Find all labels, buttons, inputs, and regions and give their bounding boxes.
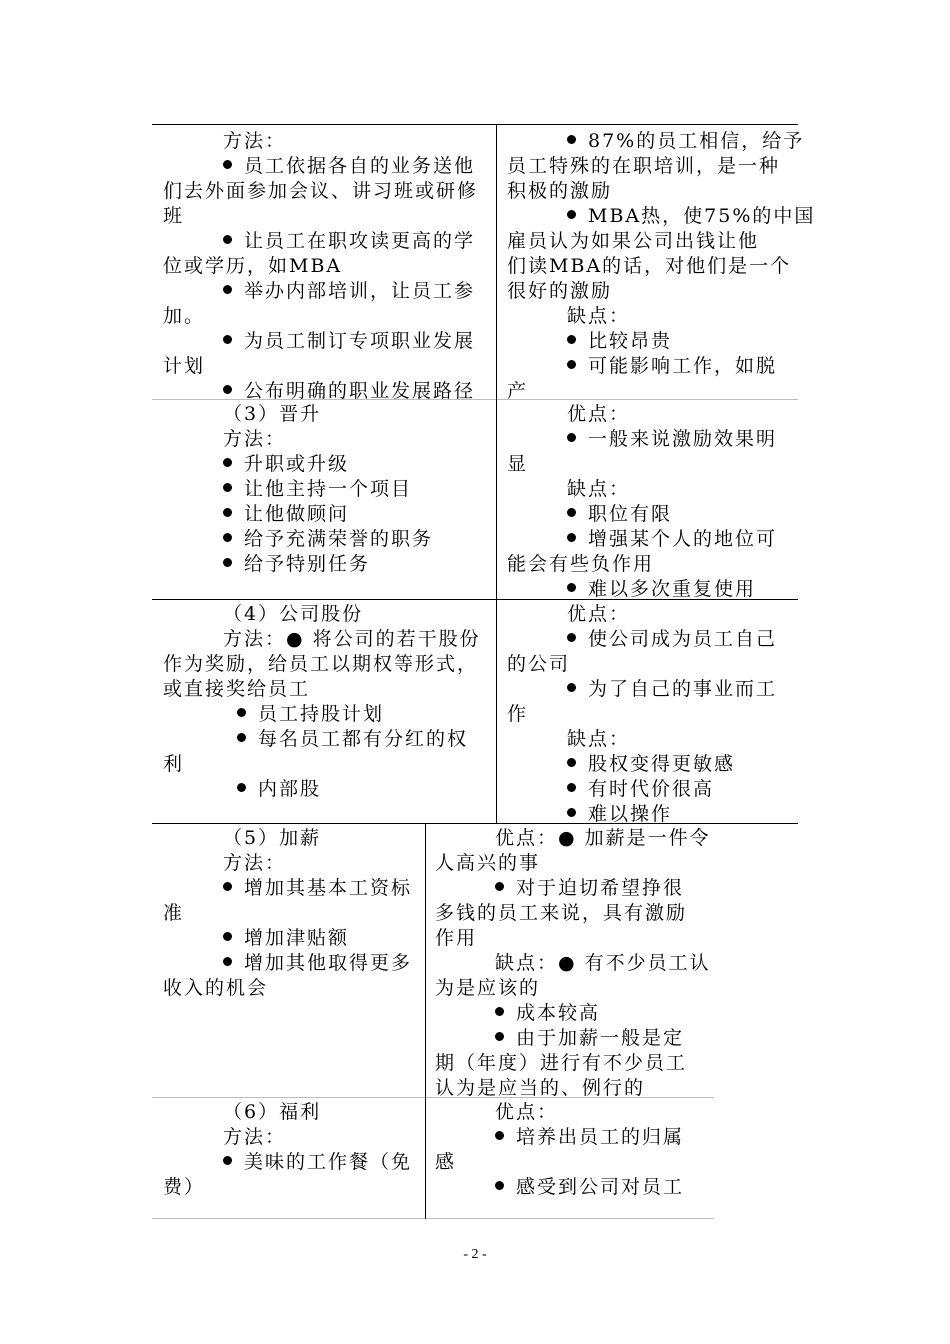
text-line: 产 — [507, 380, 529, 402]
text-line: 感 — [435, 1151, 457, 1173]
section-heading: （4）公司股份 — [223, 603, 364, 625]
bullet-icon — [495, 1181, 504, 1190]
text-line: 收入的机会 — [163, 977, 269, 999]
column-divider-lower — [425, 823, 426, 1219]
section-heading: （3）晋升 — [223, 403, 322, 425]
bullet-icon — [567, 633, 576, 642]
text-line: 方法： — [223, 1126, 287, 1148]
text-line: 优点： — [567, 403, 631, 425]
bullet-line: 使公司成为员工自己 — [507, 627, 792, 652]
bullet-line: 给予充满荣誉的职务 — [163, 527, 491, 552]
bullet-icon — [223, 160, 232, 169]
bullet-line: 给予特别任务 — [163, 552, 491, 577]
row-1-right-cell — [507, 129, 816, 404]
bullet-line: 每名员工都有分红的权 — [163, 727, 491, 752]
text-line: 方法： — [223, 428, 287, 450]
text-line: 优点： — [495, 1101, 559, 1123]
bullet-line: 让员工在职攻读更高的学 — [163, 229, 491, 254]
text-line: 多钱的员工来说，具有激励 — [435, 902, 688, 924]
text-line: 能会有些负作用 — [507, 553, 655, 575]
bullet-line: 美味的工作餐（免 — [163, 1150, 420, 1175]
bullet-icon — [567, 783, 576, 792]
bullet-line: 为了自己的事业而工 — [507, 677, 792, 702]
bullet-line: 有时代价很高 — [507, 777, 792, 802]
row-3-right-cell — [507, 602, 792, 827]
bullet-line: 培养出员工的归属 — [435, 1125, 710, 1150]
row-1-left-cell — [163, 129, 491, 404]
bullet-icon — [567, 508, 576, 517]
bullet-icon — [223, 335, 232, 344]
text-line: 们读MBA的话，对他们是一个 — [507, 255, 792, 277]
text-line: 方法： — [223, 852, 287, 874]
bullet-icon — [567, 533, 576, 542]
bullet-icon — [237, 733, 246, 742]
text-line: 费） — [163, 1176, 206, 1198]
section-heading: （6）福利 — [223, 1101, 322, 1123]
text-line: 作用 — [435, 927, 478, 949]
bullet-icon — [223, 235, 232, 244]
text-line: 雇员认为如果公司出钱让他 — [507, 230, 760, 252]
bullet-icon — [567, 808, 576, 817]
bullet-icon — [567, 360, 576, 369]
text-line: 加。 — [163, 305, 206, 327]
row-5-right-cell — [435, 1100, 710, 1200]
bullet-icon — [567, 433, 576, 442]
text-line: 计划 — [163, 355, 206, 377]
bullet-line: 对于迫切希望挣很 — [435, 876, 710, 901]
bullet-icon — [495, 1131, 504, 1140]
text-line: 为是应该的 — [435, 977, 541, 999]
text-line: 作 — [507, 703, 529, 725]
row-3-left-cell — [163, 602, 491, 802]
text-line: 优点： — [567, 603, 631, 625]
column-divider-upper — [496, 124, 497, 823]
bullet-icon — [567, 683, 576, 692]
bullet-icon — [223, 558, 232, 567]
bullet-icon — [495, 882, 504, 891]
bullet-line: 增加其他取得更多 — [163, 951, 420, 976]
text-line: 期（年度）进行有不少员工 — [435, 1052, 688, 1074]
bullet-icon — [223, 285, 232, 294]
bullet-line: 让他主持一个项目 — [163, 477, 491, 502]
bullet-line: 一般来说激励效果明 — [507, 427, 792, 452]
text-line: 员工特殊的在职培训，是一种 — [507, 155, 781, 177]
bullet-line: 87%的员工相信，给予 — [507, 129, 792, 154]
bullet-icon — [223, 882, 232, 891]
bullet-line: 公布明确的职业发展路径 — [163, 379, 491, 404]
bullet-icon — [495, 1032, 504, 1041]
text-line: 显 — [507, 453, 529, 475]
bullet-line: 难以多次重复使用 — [507, 577, 792, 602]
bullet-icon — [223, 458, 232, 467]
bullet-icon — [223, 1156, 232, 1165]
row-2-left-cell — [163, 402, 491, 577]
bullet-line: 员工依据各自的业务送他 — [163, 154, 491, 179]
bullet-line: 职位有限 — [507, 502, 792, 527]
text-line: 方法：● 将公司的若干股份 — [223, 628, 481, 650]
bullet-icon — [567, 335, 576, 344]
text-line: 缺点： — [567, 728, 631, 750]
text-line: 的公司 — [507, 653, 571, 675]
bullet-line: 让他做顾问 — [163, 502, 491, 527]
bullet-line: 举办内部培训，让员工参 — [163, 279, 491, 304]
bullet-line: 难以操作 — [507, 802, 792, 827]
bullet-line: 增强某个人的地位可 — [507, 527, 792, 552]
bullet-icon — [495, 1007, 504, 1016]
bullet-icon — [223, 957, 232, 966]
table-top-rule — [152, 124, 798, 125]
bullet-icon — [567, 210, 576, 219]
text-line: 缺点： — [567, 478, 631, 500]
row-4-left-cell — [163, 826, 420, 1001]
section-heading: （5）加薪 — [223, 827, 322, 849]
bullet-line: MBA热，使75%的中国 — [507, 204, 792, 229]
text-line: 缺点： — [567, 305, 631, 327]
bullet-line: 员工持股计划 — [163, 702, 491, 727]
text-line: 位或学历，如MBA — [163, 255, 343, 277]
bullet-icon — [223, 385, 232, 394]
text-line: 认为是应当的、例行的 — [435, 1077, 646, 1099]
bullet-icon — [567, 135, 576, 144]
bullet-line: 成本较高 — [435, 1001, 710, 1026]
bullet-line: 感受到公司对员工 — [435, 1175, 710, 1200]
bullet-line: 增加津贴额 — [163, 926, 420, 951]
bullet-icon — [223, 508, 232, 517]
bullet-line: 股权变得更敏感 — [507, 752, 792, 777]
text-line: 缺点：● 有不少员工认 — [495, 952, 711, 974]
bullet-icon — [567, 583, 576, 592]
bullet-icon — [237, 708, 246, 717]
bullet-icon — [567, 758, 576, 767]
row-5-left-cell — [163, 1100, 420, 1200]
text-line: 利 — [163, 753, 185, 775]
page-number: - 2 - — [463, 1247, 487, 1262]
text-line: 优点：● 加薪是一件令 — [495, 827, 711, 849]
text-line: 积极的激励 — [507, 180, 613, 202]
text-line: 很好的激励 — [507, 280, 613, 302]
text-line: 们去外面参加会议、讲习班或研修 — [163, 180, 479, 202]
bullet-icon — [223, 533, 232, 542]
bullet-line: 升职或升级 — [163, 452, 491, 477]
text-line: 方法： — [223, 130, 287, 152]
bullet-line: 比较昂贵 — [507, 329, 792, 354]
text-line: 或直接奖给员工 — [163, 678, 311, 700]
text-line: 人高兴的事 — [435, 852, 541, 874]
bullet-line: 可能影响工作，如脱 — [507, 354, 792, 379]
row-2-right-cell — [507, 402, 792, 602]
table-bottom-rule — [152, 1218, 714, 1219]
row-4-right-cell — [435, 826, 710, 1101]
bullet-icon — [223, 483, 232, 492]
bullet-line: 内部股 — [163, 777, 491, 802]
text-line: 准 — [163, 902, 185, 924]
bullet-line: 由于加薪一般是定 — [435, 1026, 710, 1051]
text-line: 班 — [163, 205, 185, 227]
text-line: 作为奖励，给员工以期权等形式， — [163, 653, 479, 675]
bullet-line: 为员工制订专项职业发展 — [163, 329, 491, 354]
bullet-icon — [223, 932, 232, 941]
bullet-line: 增加其基本工资标 — [163, 876, 420, 901]
bullet-icon — [237, 783, 246, 792]
